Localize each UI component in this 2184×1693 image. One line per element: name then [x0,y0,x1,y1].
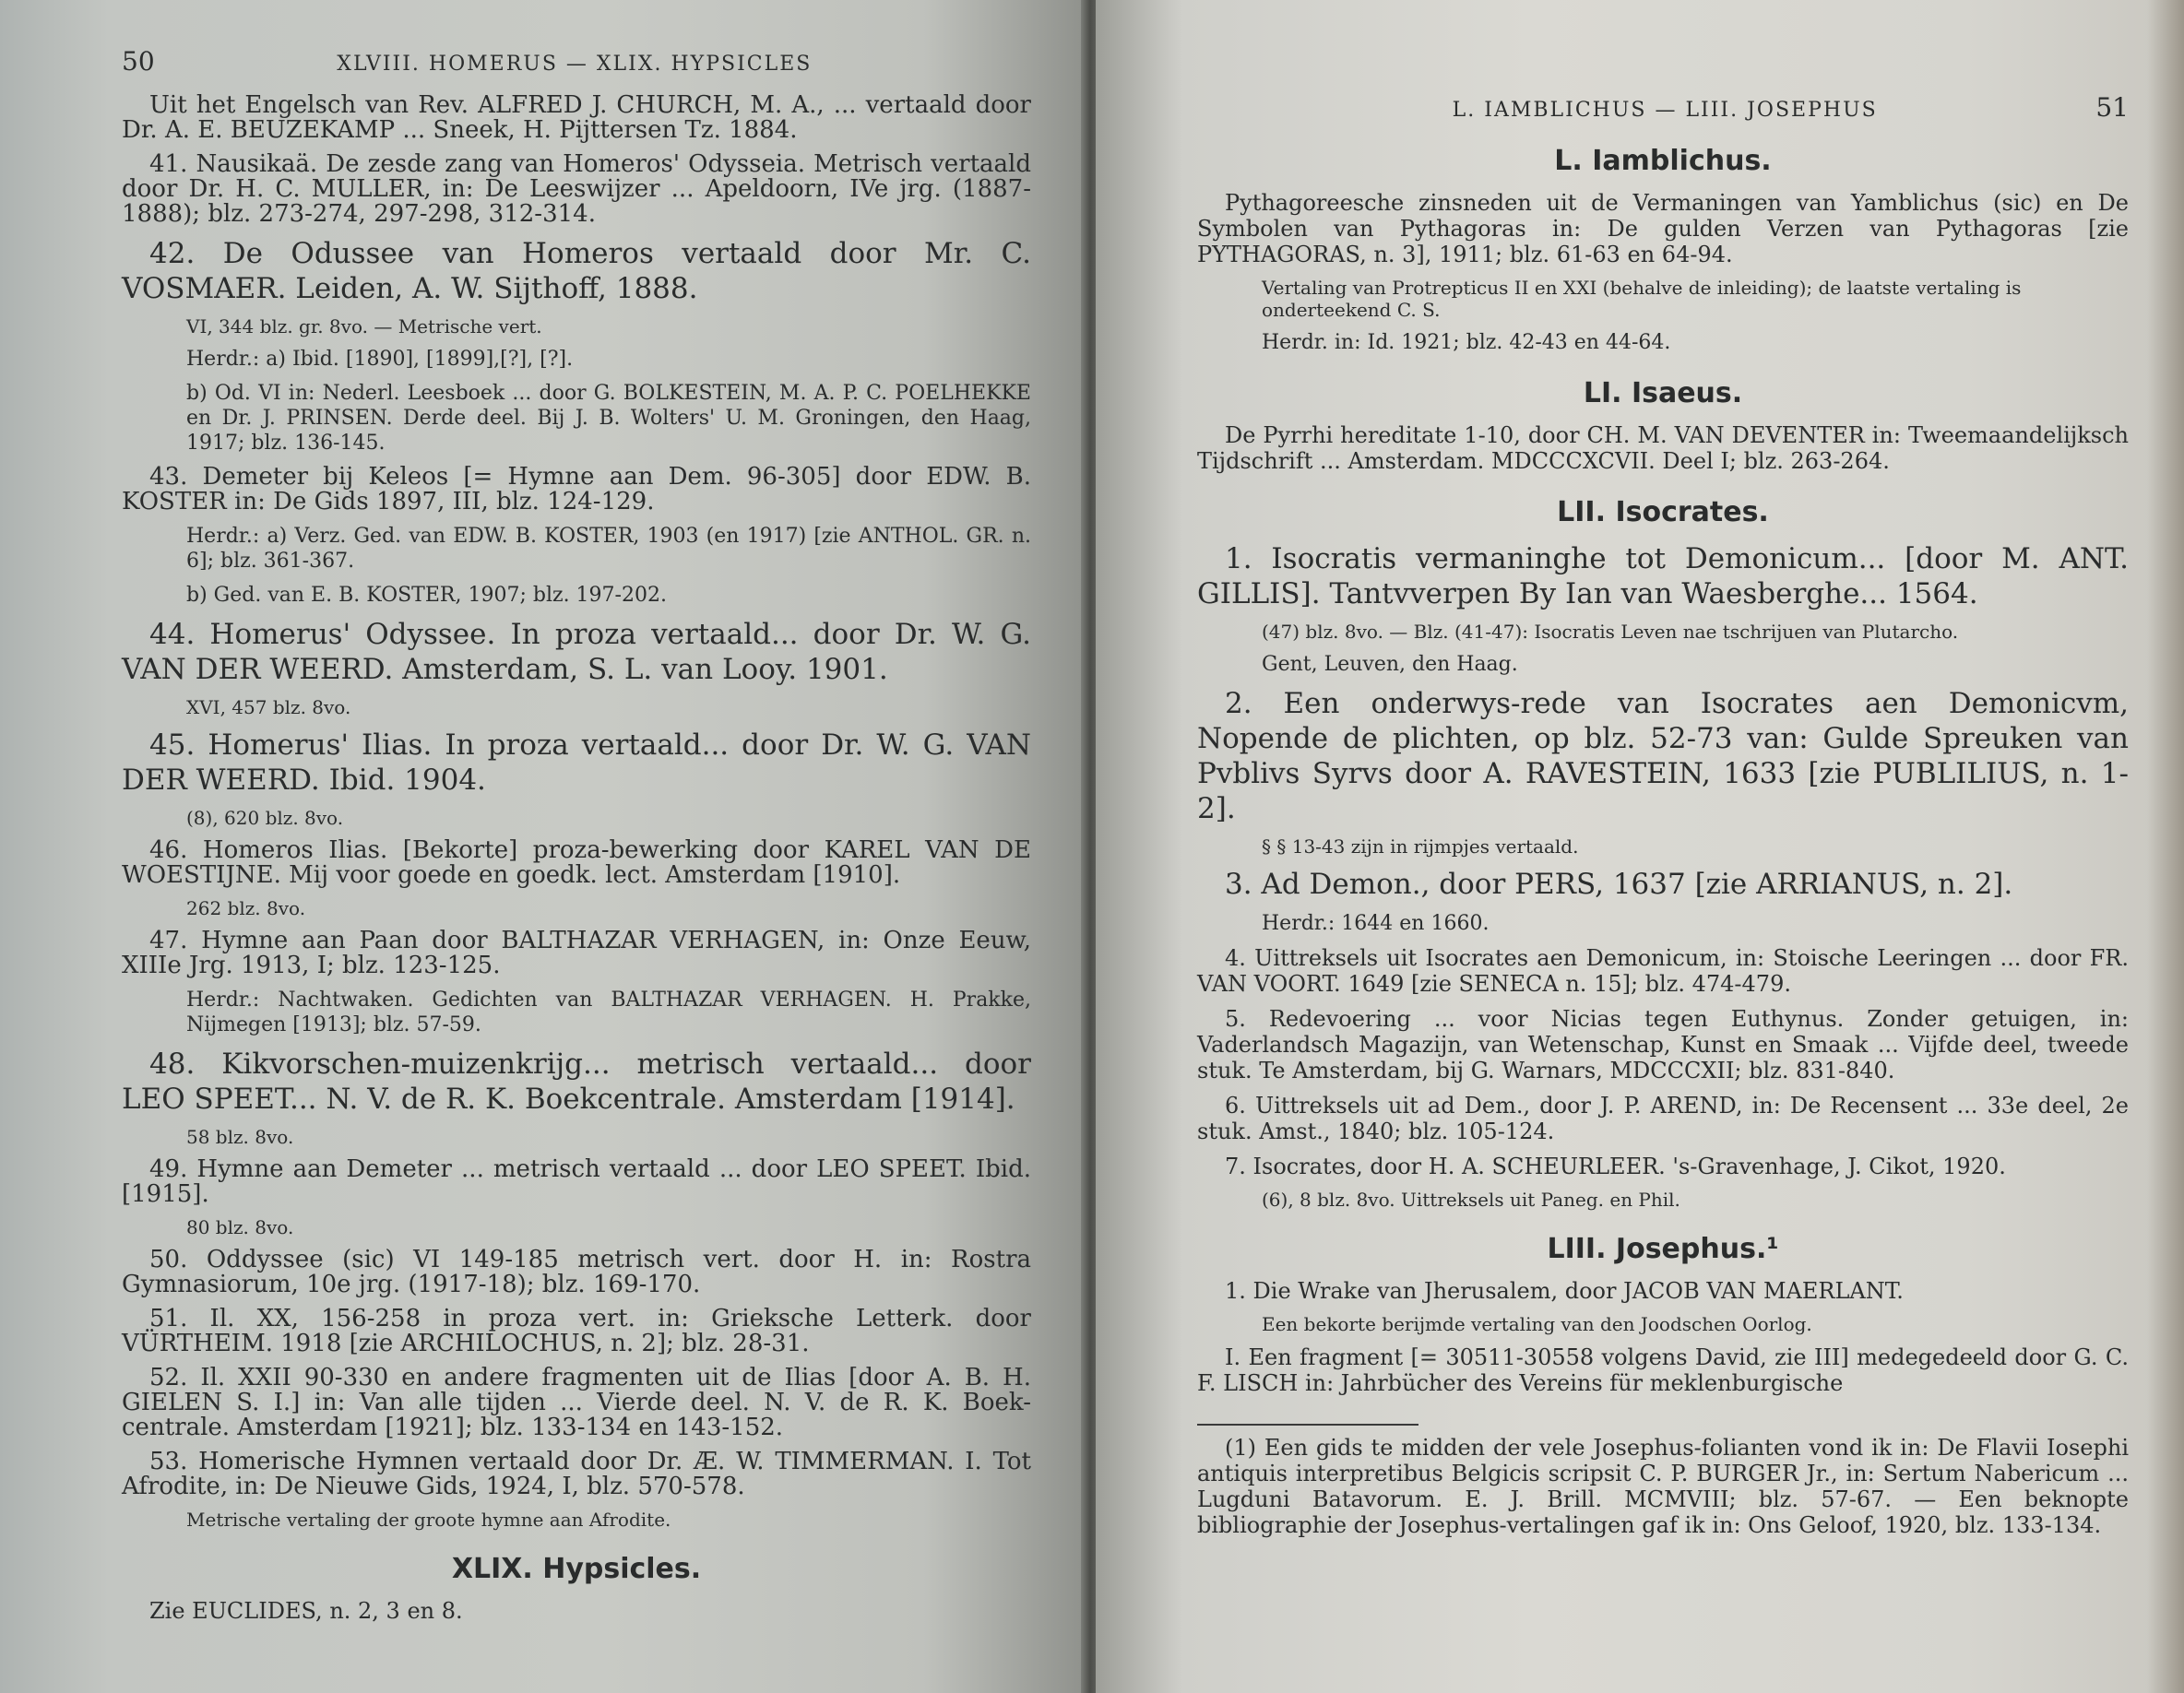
right-running-head [1197,92,2129,123]
bibliography-entry: 52. Il. XXII 90-330 en andere fragmenten uit de Ilias [door A. B. H. GIELEN S. I.] in: Van alle tijden ... Vierde deel. N. V. de R. K. Boek-centrale. Amsterdam [1921]; blz. 133-134 en 143-152. [122,1364,1031,1441]
bibliography-entry: 7. Isocrates, door H. A. SCHEURLEER. 's-Gravenhage, J. Cikot, 1920. [1225,1154,2006,1179]
bibliography-entry: b) Od. VI in: Nederl. Leesboek ... door G. BOLKESTEIN, M. A. P. C. POELHEKKE en Dr. J. PRINSEN. Derde deel. Bij J. B. Wolters' U. M. Groningen, den Haag, 1917; blz. 136-145. [186,382,1031,455]
bibliography-entry: Een bekorte berijmde vertaling van den Joodschen Oorlog. [1262,1313,1812,1335]
bibliography-entry: 2. Een onderwys-rede van Isocrates aen Demonicvm, Nopende de plichten, op blz. 52-73 van: Gulde Spreuken van Pvblivs Syrvs door A. RAVESTEIN, 1633 [zie PUBLILIUS, n. 1-2]. [1197,687,2129,825]
bibliography-entry: Herdr.: a) Verz. Ged. van EDW. B. KOSTER, 1903 (en 1917) [zie ANTHOL. GR. n. 6]; blz. 361-367. [186,525,1031,573]
bibliography-entry: b) Ged. van E. B. KOSTER, 1907; blz. 197-202. [186,584,667,607]
bibliography-entry: 50. Oddyssee (sic) VI 149-185 metrisch vert. door H. in: Rostra Gymnasiorum, 10e jrg. (1917-18); blz. 169-170. [122,1246,1031,1298]
bibliography-entry: Herdr.: a) Ibid. [1890], [1899],[?], [?]. [186,348,574,371]
bibliography-entry: 48. Kikvorschen-muizenkrijg... metrisch vertaald... door LEO SPEET... N. V. de R. K. Boekcentrale. Amsterdam [1914]. [122,1048,1031,1116]
bibliography-entry: 262 blz. 8vo. [186,897,306,919]
bibliography-entry: 80 blz. 8vo. [186,1216,294,1238]
section-heading: L. Iamblichus. [1554,145,1772,177]
bibliography-entry: Metrische vertaling der groote hymne aan Afrodite. [186,1509,671,1531]
bibliography-entry: Gent, Leuven, den Haag. [1262,653,1518,676]
bibliography-entry: (6), 8 blz. 8vo. Uittreksels uit Paneg. en Phil. [1262,1189,1680,1211]
bibliography-entry: Pythagoreesche zinsneden uit de Vermaningen van Yamblichus (sic) en De Symbolen van Pythagoras in: De gulden Verzen van Pythagoras [zie PYTHAGORAS, n. 3], 1911; blz. 61-63 en 64-94. [1197,190,2129,267]
footnote-rule [1197,1424,1418,1426]
bibliography-entry: Vertaling van Protrepticus II en XXI (behalve de inleiding); de laatste vertaling is onderteekend C. S. [1262,277,2022,321]
bibliography-entry: 45. Homerus' Ilias. In proza vertaald... door Dr. W. G. VAN DER WEERD. Ibid. 1904. [122,728,1031,797]
left-entries [122,93,1031,1531]
bibliography-entry: Uit het Engelsch van Rev. ALFRED J. CHURCH, M. A., ... vertaald door Dr. A. E. BEUZEKAMP ... Sneek, H. Pijttersen Tz. 1884. [122,91,1031,144]
bibliography-entry: 58 blz. 8vo. [186,1126,294,1148]
right-page-number: 51 [2095,92,2129,123]
left-page [0,0,1086,1693]
bibliography-entry: VI, 344 blz. gr. 8vo. — Metrische vert. [186,315,542,337]
bibliography-entry: 3. Ad Demon., door PERS, 1637 [zie ARRIANUS, n. 2]. [1225,868,2013,901]
section-heading: LIII. Josephus.¹ [1547,1233,1779,1265]
left-page-number: 50 [122,46,155,77]
section-heading: LII. Isocrates. [1557,496,1769,528]
right-running-title: L. IAMBLICHUS — LIII. JOSEPHUS [1452,99,1878,122]
bibliography-entry: De Pyrrhi hereditate 1-10, door CH. M. VAN DEVENTER in: Tweemaandelijksch Tijdschrift ... Amsterdam. MDCCCXCVII. Deel I; blz. 263-264. [1197,422,2129,474]
bibliography-entry: 42. De Odussee van Homeros vertaald door Mr. C. VOSMAER. Leiden, A. W. Sijthoff, 1888. [122,237,1031,305]
bibliography-entry: 41. Nausikaä. De zesde zang van Homeros' Odysseia. Metrisch vertaald door Dr. H. C. MULLER, in: De Leeswijzer ... Apeldoorn, IVe jrg. (1887-1888); blz. 273-274, 297-298, 312-314. [122,150,1031,228]
bibliography-entry: 51. Il. XX, 156-258 in proza vert. in: Grieksche Letterk. door VÜRTHEIM. 1918 [zie ARCHILOCHUS, n. 2]; blz. 28-31. [122,1305,1031,1357]
right-blocks [1197,145,2129,1396]
book-edge [2147,0,2184,1693]
bibliography-entry: Herdr. in: Id. 1921; blz. 42-43 en 44-64. [1262,331,1671,354]
bibliography-entry: 53. Homerische Hymnen vertaald door Dr. Æ. W. TIMMERMAN. I. Tot Afrodite, in: De Nieuwe Gids, 1924, I, blz. 570-578. [122,1448,1031,1500]
bibliography-entry: Herdr.: 1644 en 1660. [1262,912,1490,935]
footnote: (1) Een gids te midden der vele Josephus-folianten vond ik in: De Flavii Iosephi antiquis interpretibus Belgicis scripsit C. P. BURGER Jr., in: Sertum Nabericum ... Lugduni Batavorum. E. J. Brill. MCMVIII; blz. 57-67. — Een beknopte bibliographie der Josephus-vertalingen gaf ik in: Ons Geloof, 1920, blz. 133-134. [1197,1435,2129,1538]
bibliography-entry: 43. Demeter bij Keleos [= Hymne aan Dem. 96-305] door EDW. B. KOSTER in: De Gids 1897, III, blz. 124-129. [122,463,1031,515]
hypsicles-text: Zie EUCLIDES, n. 2, 3 en 8. [149,1598,463,1624]
bibliography-entry: I. Een fragment [= 30511-30558 volgens David, zie III] medegedeeld door G. C. F. LISCH in: Jahrbücher des Vereins für meklenburgische [1197,1344,2129,1396]
bibliography-entry: 47. Hymne aan Paan door BALTHAZAR VERHAGEN, in: Onze Eeuw, XIIIe Jrg. 1913, I; blz. 123-125. [122,927,1031,979]
left-running-head [122,46,1031,77]
bibliography-entry: 1. Die Wrake van Jherusalem, door JACOB VAN MAERLANT. [1225,1278,1904,1304]
bibliography-entry: 49. Hymne aan Demeter ... metrisch vertaald ... door LEO SPEET. Ibid. [1915]. [122,1155,1031,1208]
bibliography-entry: 44. Homerus' Odyssee. In proza vertaald... door Dr. W. G. VAN DER WEERD. Amsterdam, S. L. van Looy. 1901. [122,618,1031,686]
left-running-title: XLVIII. HOMERUS — XLIX. HYPSICLES [337,53,813,76]
bibliography-entry: XVI, 457 blz. 8vo. [186,696,351,718]
bibliography-entry: (47) blz. 8vo. — Blz. (41-47): Isocratis Leven nae tschrijuen van Plutarcho. [1262,621,1959,643]
bibliography-entry: § § 13-43 zijn in rijmpjes vertaald. [1262,835,1579,858]
bibliography-entry: Herdr.: Nachtwaken. Gedichten van BALTHAZAR VERHAGEN. H. Prakke, Nijmegen [1913]; blz. 57-59. [186,989,1031,1036]
right-page [1096,0,2184,1693]
bibliography-entry: 1. Isocratis vermaninghe tot Demonicum... [door M. ANT. GILLIS]. Tantvverpen By Ian van Waesberghe... 1564. [1197,542,2129,610]
hypsicles-heading: XLIX. Hypsicles. [451,1553,702,1585]
bibliography-entry: 6. Uittreksels uit ad Dem., door J. P. AREND, in: De Recensent ... 33e deel, 2e stuk. Amst., 1840; blz. 105-124. [1197,1093,2129,1144]
bibliography-entry: 4. Uittreksels uit Isocrates aen Demonicum, in: Stoische Leeringen ... door FR. VAN VOORT. 1649 [zie SENECA n. 15]; blz. 474-479. [1197,945,2129,997]
section-heading: LI. Isaeus. [1583,377,1743,409]
bibliography-entry: (8), 620 blz. 8vo. [186,807,344,829]
bibliography-entry: 5. Redevoering ... voor Nicias tegen Euthynus. Zonder getuigen, in: Vaderlandsch Magazijn, van Wetenschap, Kunst en Smaak ... Vijfde deel, tweede stuk. Te Amsterdam, bij G. Warnars, MDCCCXII; blz. 831-840. [1197,1006,2129,1083]
bibliography-entry: 46. Homeros Ilias. [Bekorte] proza-bewerking door KAREL VAN DE WOESTIJNE. Mij voor goede en goedk. lect. Amsterdam [1910]. [122,836,1031,889]
